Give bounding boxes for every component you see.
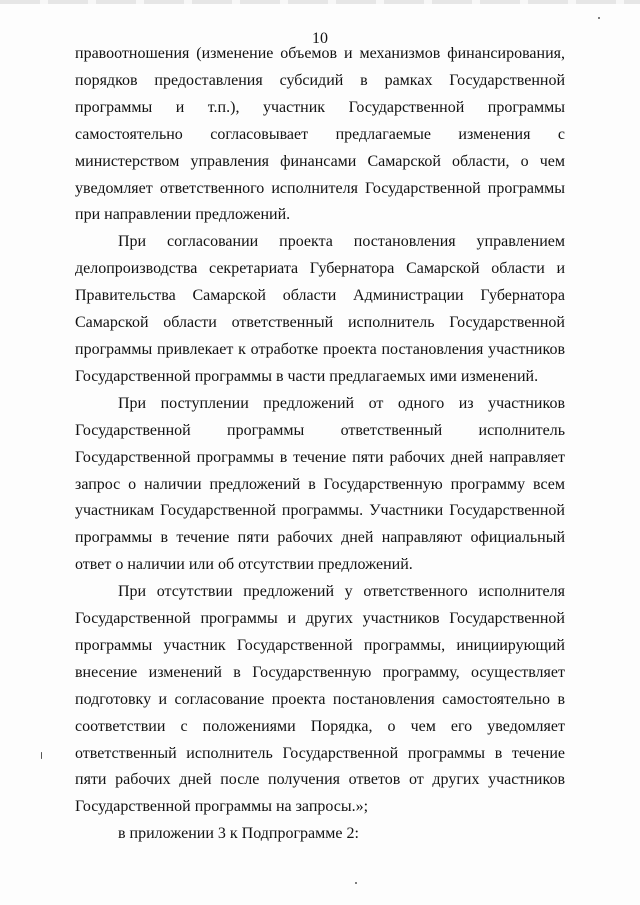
paragraph: При согласовании проекта постановления управлением делопроизводства секретариата Губернатора Самарской области и Правительства Самарской области Администрации Губернатора Самарской области ответственный исполнитель Государственной программы привлекает к отработке проекта постановления участников Государственной программы в части предлагаемых ими изменений. xyxy=(75,233,565,385)
paragraph: При отсутствии предложений у ответственного исполнителя Государственной программы и других участников Государственной программы участник Государственной программы, инициирующий внесение изменений в Государственную программу, осуществляет подготовку и согласование проекта постановления самостоятельно в соответствии с положениями Порядка, о чем его уведомляет ответственный исполнитель Государственной программы в течение пяти рабочих дней после получения ответов от других участников Государственной программы на запросы.»; xyxy=(75,583,565,816)
scan-speck xyxy=(41,752,42,759)
scan-edge xyxy=(0,0,640,4)
paragraph: в приложении 3 к Подпрограмме 2: xyxy=(118,825,359,843)
scan-speck xyxy=(355,882,357,884)
paragraph: При поступлении предложений от одного из участников Государственной программы ответственный исполнитель Государственной программы в течение пяти рабочих дней направляет запрос о наличии предложений в Государственную программу всем участникам Государственной программы. Участники Государственной программы в течение пяти рабочих дней направляют официальный ответ о наличии или об отсутствии предложений. xyxy=(75,394,565,574)
document-body xyxy=(75,41,565,848)
paragraph: правоотношения (изменение объемов и механизмов финансирования, порядков предоставления субсидий в рамках Государственной программы и т.п.), участник Государственной программы самостоятельно согласовывает предлагаемые изменения с министерством управления финансами Самарской области, о чем уведомляет ответственного исполнителя Государственной программы при направлении предложений. xyxy=(75,45,565,224)
page-number: 10 xyxy=(312,30,328,47)
scan-speck xyxy=(598,17,600,19)
